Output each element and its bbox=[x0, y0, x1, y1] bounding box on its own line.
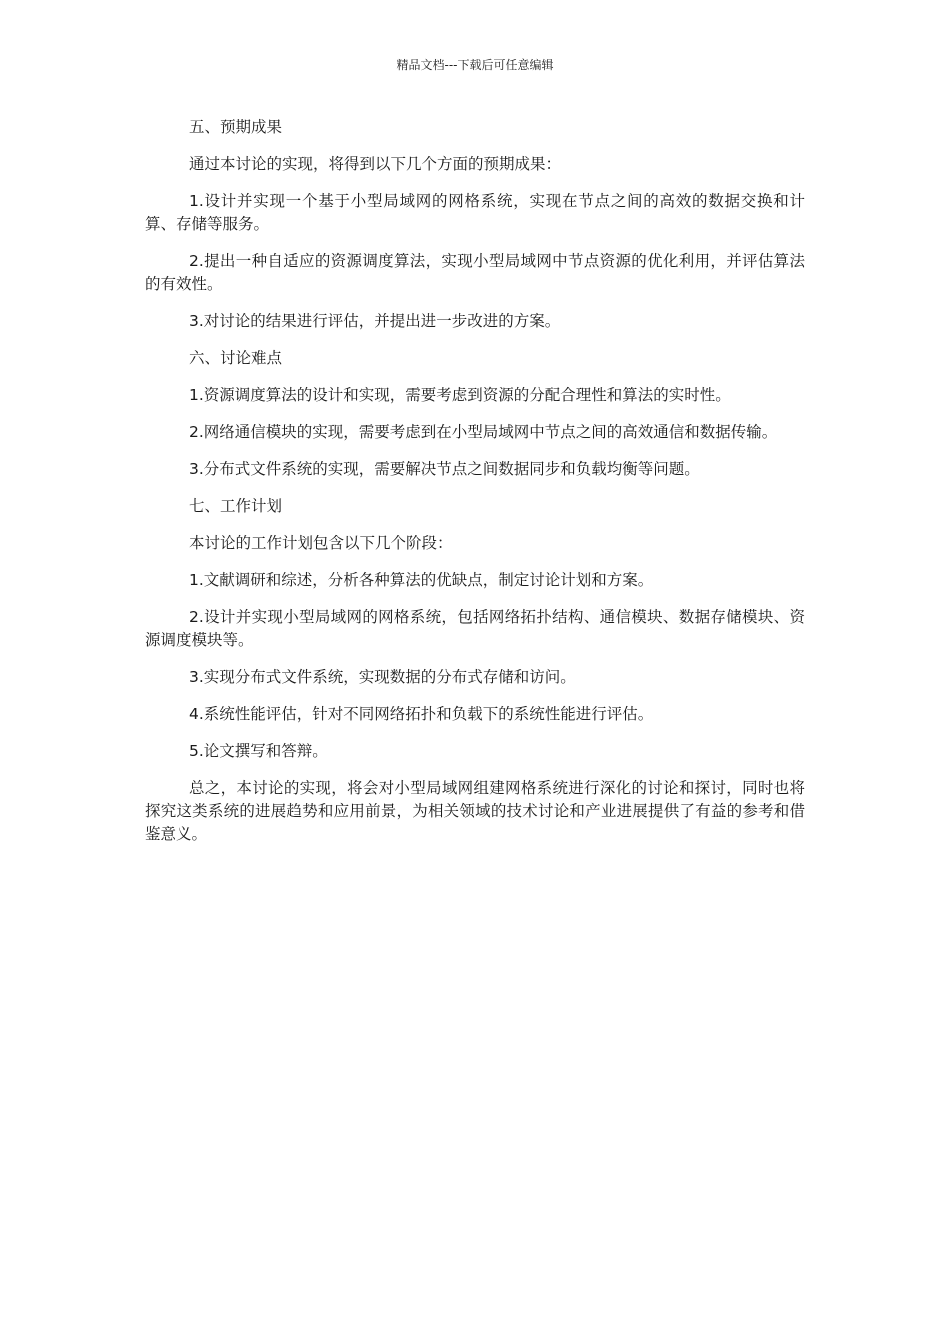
list-item: 1.资源调度算法的设计和实现，需要考虑到资源的分配合理性和算法的实时性。 bbox=[189, 386, 731, 404]
list-item: 1.设计并实现一个基于小型局域网的网格系统，实现在节点之间的高效的数据交换和计算、存储等服务。 bbox=[145, 192, 805, 233]
list-item: 3.实现分布式文件系统，实现数据的分布式存储和访问。 bbox=[189, 668, 576, 686]
list-item: 4.系统性能评估，针对不同网络拓扑和负载下的系统性能进行评估。 bbox=[189, 705, 654, 723]
list-item: 2.提出一种自适应的资源调度算法，实现小型局域网中节点资源的优化利用，并评估算法的有效性。 bbox=[145, 252, 805, 293]
section-heading-work-plan: 七、工作计划 bbox=[189, 497, 283, 515]
paragraph: 通过本讨论的实现，将得到以下几个方面的预期成果： bbox=[189, 155, 562, 173]
section-heading-expected-results: 五、预期成果 bbox=[189, 118, 283, 136]
list-item: 2.设计并实现小型局域网的网格系统，包括网络拓扑结构、通信模块、数据存储模块、资源调度模块等。 bbox=[145, 608, 805, 649]
list-item: 1.文献调研和综述，分析各种算法的优缺点，制定讨论计划和方案。 bbox=[189, 571, 654, 589]
list-item: 5.论文撰写和答辩。 bbox=[189, 742, 328, 760]
list-item: 3.对讨论的结果进行评估，并提出进一步改进的方案。 bbox=[189, 312, 561, 330]
section-heading-difficulties: 六、讨论难点 bbox=[189, 349, 283, 367]
paragraph: 本讨论的工作计划包含以下几个阶段： bbox=[189, 534, 453, 552]
list-item: 2.网络通信模块的实现，需要考虑到在小型局域网中节点之间的高效通信和数据传输。 bbox=[189, 423, 778, 441]
page-header: 精品文档---下载后可任意编辑 bbox=[396, 58, 554, 72]
conclusion-paragraph: 总之，本讨论的实现，将会对小型局域网组建网格系统进行深化的讨论和探讨，同时也将探究这类系统的进展趋势和应用前景，为相关领域的技术讨论和产业进展提供了有益的参考和借鉴意义。 bbox=[145, 779, 805, 843]
document-body bbox=[145, 116, 805, 860]
list-item: 3.分布式文件系统的实现，需要解决节点之间数据同步和负载均衡等问题。 bbox=[189, 460, 700, 478]
